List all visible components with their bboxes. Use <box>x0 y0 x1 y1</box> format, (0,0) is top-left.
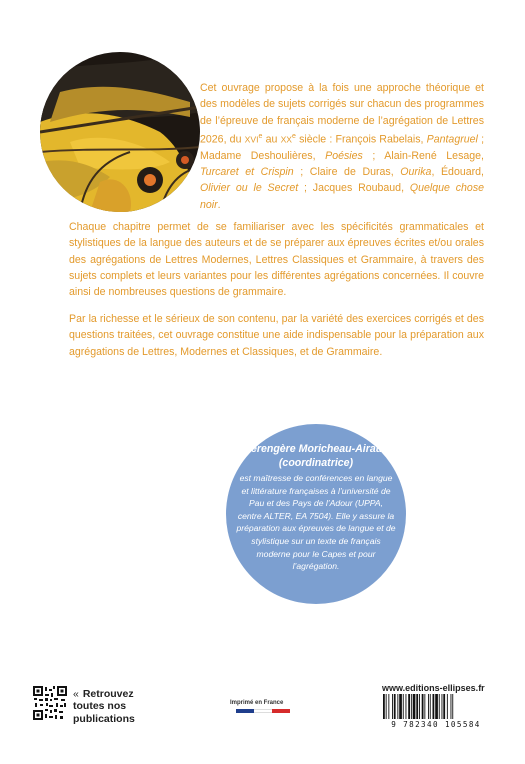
intro-paragraph <box>200 80 484 213</box>
intro-text: siècle : François Rabelais, <box>295 133 427 146</box>
printed-in-france-label: Imprimé en France <box>230 700 284 706</box>
chapters-paragraph <box>69 219 484 300</box>
conclusion-paragraph <box>69 311 484 360</box>
author-bio: est maîtresse de conférences en langue et littérature françaises à l’université de Pau et des Pays de l’Adour (UPPA, centre ALTER, EA 7504). Elle y assure la préparation aux épreuves de langue et de stylistique sur un texte de français moderne pour le Capes et pour l’agrégation. <box>236 473 396 572</box>
work-title: Poésies <box>325 149 363 162</box>
retrouvez-line-3: publications <box>73 712 135 725</box>
intro-text: ; Claire de Duras, <box>293 166 401 179</box>
author-name: Bérengère Moricheau-Airaud (coordinatrice) <box>243 443 389 469</box>
retrouvez-publications-link[interactable] <box>73 688 135 725</box>
chapters-text: Chaque chapitre permet de se familiariser avec les spécificités grammaticales et stylistiques de la langue des auteurs et de se préparer aux épreuves écrites et/ou orales des agrégations de Lettres Modernes, Lettres Classiques et Grammaire, à travers des sujets complets et leurs variantes pour les différentes agrégations concernées. Il couvre ainsi de nombreuses questions de grammaire. <box>69 221 484 299</box>
intro-text: ; Alain-René Lesage, <box>362 149 484 162</box>
conclusion-text: Par la richesse et le sérieux de son contenu, par la variété des exercices corrigés et des questions traitées, cet ouvrage constitue une aide indispensable pour la préparation aux agrégations de Lettres, Modernes et Classiques, et de Grammaire. <box>69 313 484 358</box>
century-16-sup: e <box>258 132 263 140</box>
work-title: Olivier ou le Secret <box>200 182 299 195</box>
barcode-number: 9 782340 105584 <box>379 719 493 731</box>
intro-text: , Édouard, <box>431 166 484 179</box>
century-20: XX <box>280 134 293 145</box>
website-url[interactable]: www.editions-ellipses.fr <box>382 683 485 693</box>
retrouvez-line-1: Retrouvez <box>82 688 134 700</box>
work-title: Turcaret et Crispin <box>200 166 294 179</box>
century-16: XVI <box>244 134 259 145</box>
intro-text: au <box>262 133 281 146</box>
intro-text: ; Jacques Roubaud, <box>298 182 410 195</box>
century-20-sup: e <box>292 132 296 140</box>
french-flag-icon <box>236 709 290 713</box>
work-title: Ourika <box>400 166 432 179</box>
work-title: Pantagruel <box>426 133 478 146</box>
retrouvez-line-2: toutes nos <box>73 700 127 713</box>
intro-text: . <box>217 198 221 211</box>
intro-text: ; Madame Deshoulières, <box>200 133 485 162</box>
qr-code-icon[interactable] <box>33 686 67 720</box>
butterfly-wing-image <box>40 52 200 212</box>
author-bio-circle <box>226 424 406 604</box>
intro-text: Cet ouvrage propose à la fois une approche théorique et des modèles de sujets corrigés sur chacun des programmes de l’épreuve de français moderne de l’agrégation de Lettres 2026, du <box>200 82 484 146</box>
guillemet-icon: « <box>73 688 79 700</box>
work-title: Quelque chose noir <box>200 182 485 211</box>
